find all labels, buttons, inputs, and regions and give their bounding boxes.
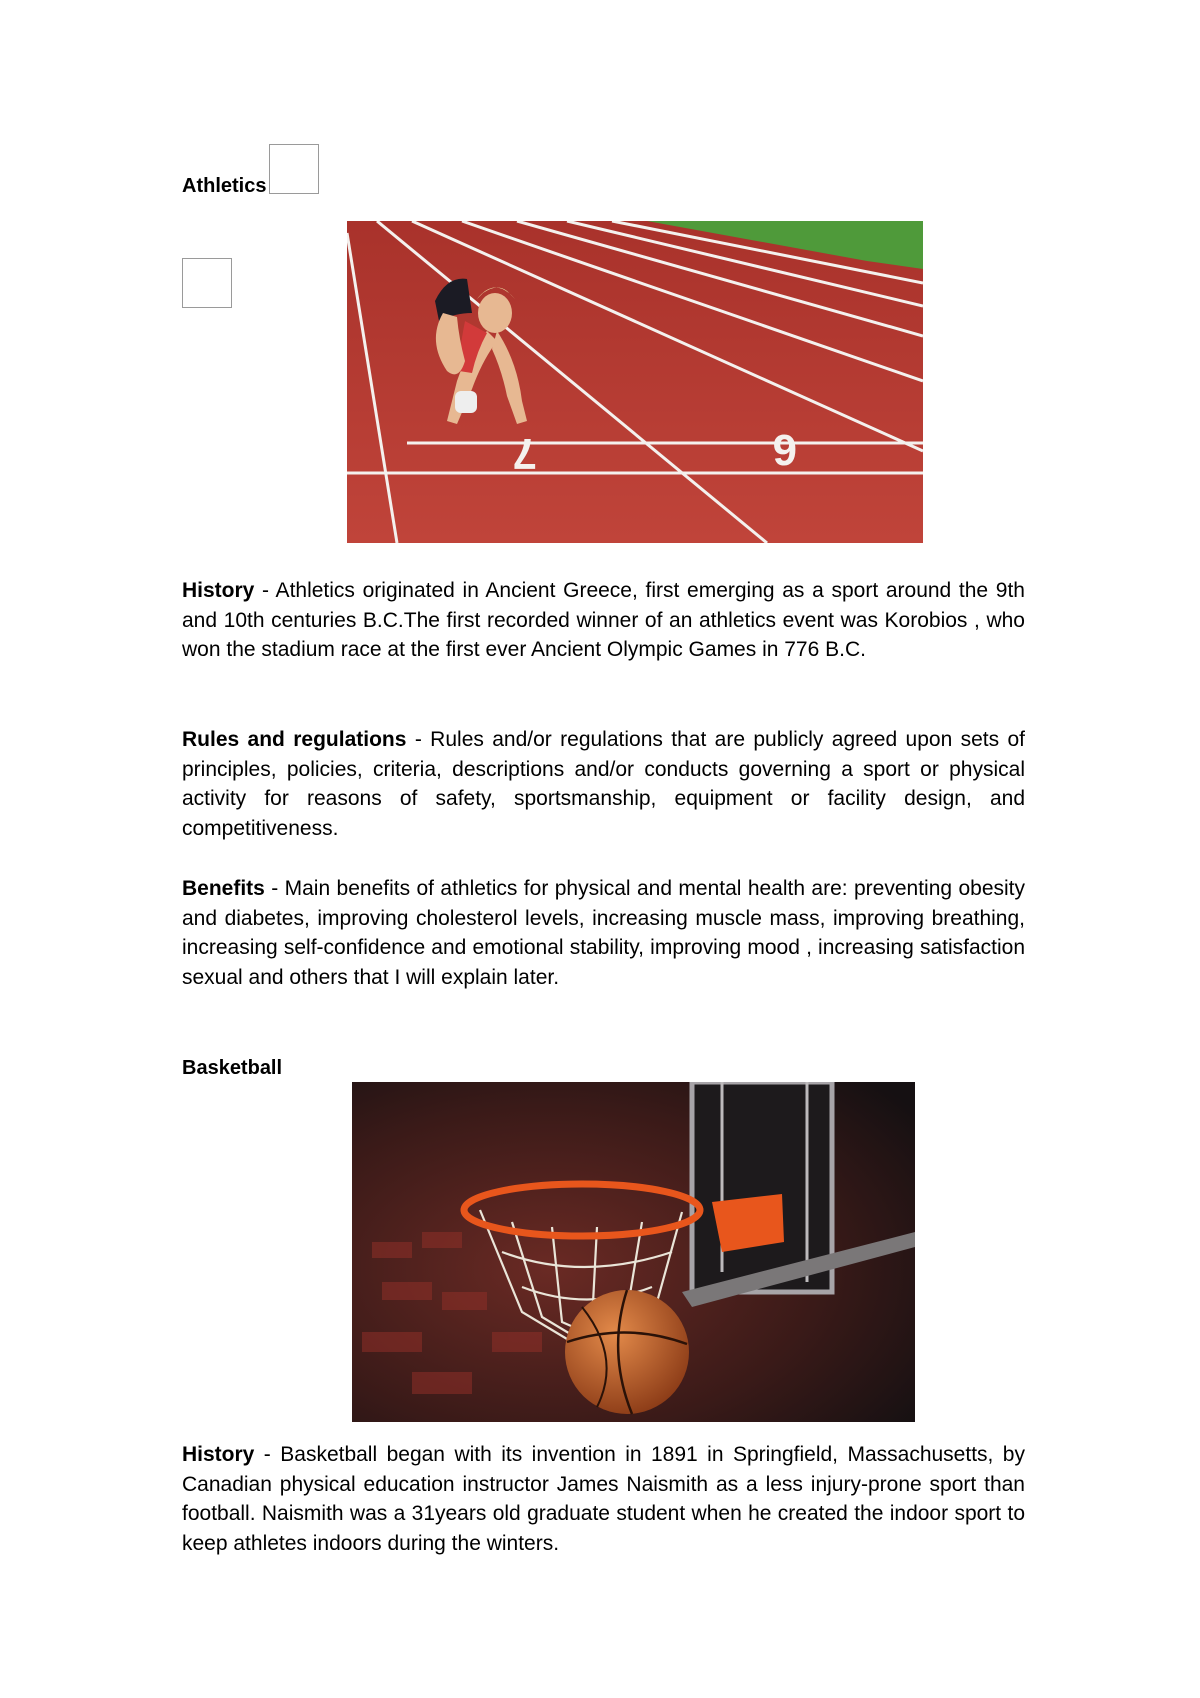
rim-bracket bbox=[712, 1194, 784, 1252]
athletics-history-paragraph bbox=[182, 576, 1025, 665]
basketball-history-label: History bbox=[182, 1443, 255, 1466]
basketball-photo bbox=[352, 1082, 915, 1422]
athletics-heading: Athletics bbox=[182, 175, 267, 197]
athletics-photo bbox=[347, 221, 923, 543]
basketball-history-text: - Basketball began with its invention in 1891 in Springfield, Massachusetts, by Canadian physical education instructor James Naismith as a less injury-prone sport than football. Naismith was a 31years old graduate student when he created the indoor sport to keep athletes indoors during the winters. bbox=[182, 1443, 1025, 1555]
basketball-ball bbox=[565, 1290, 689, 1414]
basketball-heading: Basketball bbox=[182, 1057, 283, 1079]
rules-text: - Rules and/or regulations that are publicly agreed upon sets of principles, policies, criteria, descriptions and/or conducts governing a sport or physical activity for reasons of safety, sportsmanship, equipment or facility design, and competitiveness. bbox=[182, 728, 1026, 840]
benefits-label: Benefits bbox=[182, 877, 265, 900]
lane-number-6: 6 bbox=[772, 425, 797, 474]
history-label: History bbox=[182, 579, 255, 602]
basketball-history-paragraph bbox=[182, 1440, 1025, 1558]
athletics-rules-paragraph bbox=[182, 725, 1025, 843]
rules-label: Rules and regulations bbox=[182, 728, 407, 751]
image-placeholder-box bbox=[269, 144, 319, 194]
image-placeholder-box bbox=[182, 258, 232, 308]
lane-number-7: 7 bbox=[512, 429, 537, 478]
history-text: - Athletics originated in Ancient Greece, first emerging as a sport around the 9th and 10th centuries B.C.The first recorded winner of an athletics event was Korobios , who won the stadium race at the first ever Ancient Olympic Games in 776 B.C. bbox=[182, 579, 1025, 661]
benefits-text: - Main benefits of athletics for physical and mental health are: preventing obesity and diabetes, improving cholesterol levels, increasing muscle mass, improving breathing, increasing self-confidence and emotional stability, improving mood , increasing satisfaction sexual and others that I will explain later. bbox=[182, 877, 1025, 989]
athletics-benefits-paragraph bbox=[182, 874, 1025, 992]
